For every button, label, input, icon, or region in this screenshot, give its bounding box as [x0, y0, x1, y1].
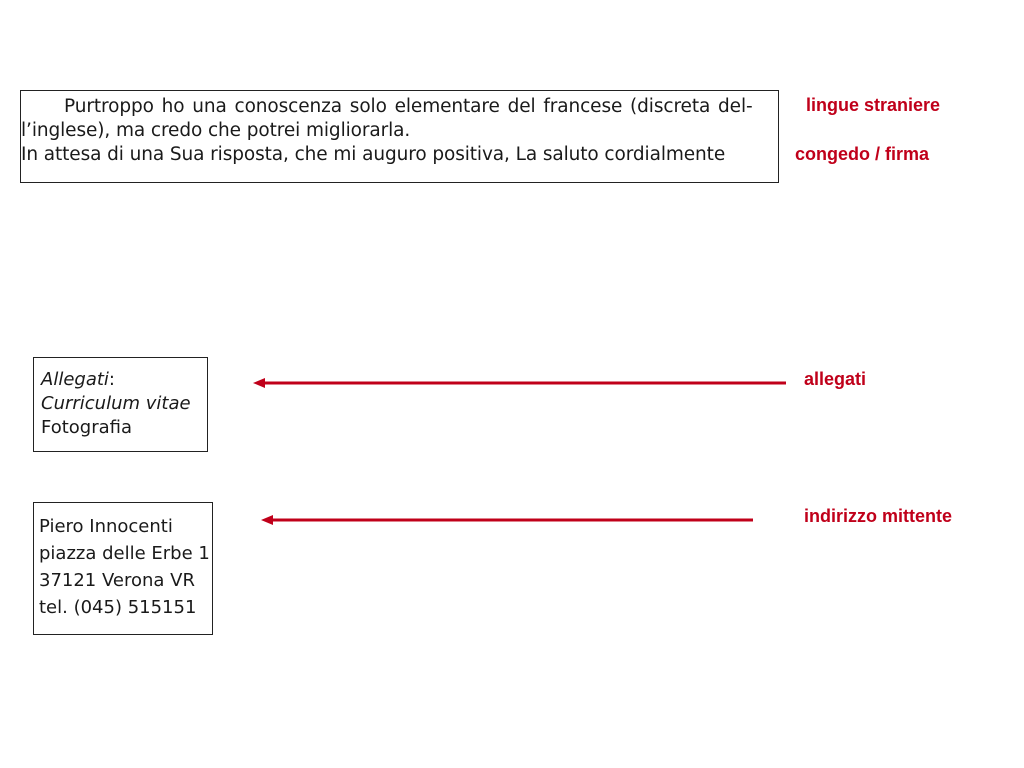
arrow-attachments-head — [253, 378, 265, 388]
letter-line-improve: l’inglese), ma credo che potrei migliorarla. — [21, 120, 411, 141]
attachment-item-photo: Fotografia — [41, 417, 133, 438]
annotation-attachments: allegati — [804, 369, 867, 389]
attachment-item-cv: Curriculum vitae — [41, 393, 191, 414]
attachments-heading-line — [41, 368, 207, 392]
arrow-sender-address-head — [261, 515, 273, 525]
annotation-closing-signature: congedo / firma — [795, 144, 930, 164]
sender-name: Piero Innocenti — [39, 516, 173, 537]
arrow-sender-address — [261, 515, 753, 525]
attachments-box — [33, 357, 208, 452]
sender-phone: tel. (045) 515151 — [39, 597, 197, 618]
attachments-heading-colon: : — [108, 369, 115, 390]
letter-line-languages: Purtroppo ho una conoscenza solo elementare del francese (discreta del- — [64, 96, 753, 117]
arrow-attachments — [253, 378, 786, 388]
sender-city: 37121 Verona VR — [39, 570, 195, 591]
letter-excerpt-box — [20, 90, 779, 183]
sender-street: piazza delle Erbe 1 — [39, 543, 210, 564]
annotation-sender-address: indirizzo mittente — [804, 506, 952, 526]
attachments-heading: Allegati — [41, 369, 109, 390]
sender-address-box — [33, 502, 213, 635]
letter-line-closing: In attesa di una Sua risposta, che mi auguro positiva, La saluto cordialmente — [21, 144, 726, 165]
annotation-foreign-languages: lingue straniere — [806, 95, 941, 115]
